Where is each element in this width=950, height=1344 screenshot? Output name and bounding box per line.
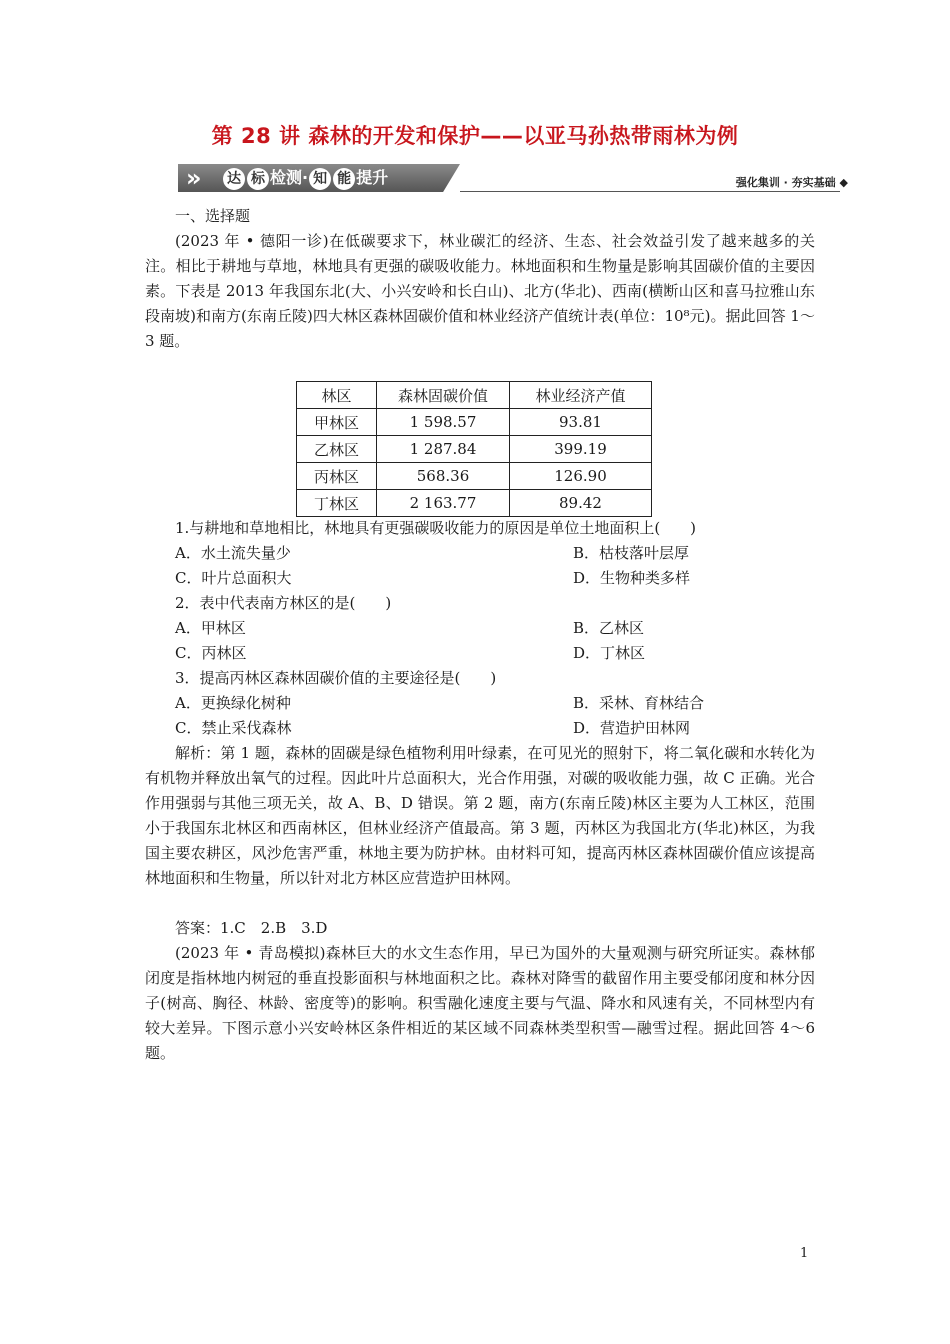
option-a: A．更换绿化树种 (175, 694, 291, 712)
table-header-cell: 林业经济产值 (510, 382, 652, 409)
double-chevron-icon: » (186, 164, 202, 192)
analysis-paragraph: 解析：第 1 题，森林的固碳是绿色植物利用叶绿素，在可见光的照射下，将二氧化碳和水转化为有机物并释放出氧气的过程。因此叶片总面积大，光合作用强，对碳的吸收能力强，故 C 正确。光合作用强弱与其他三项无关，故 A、B、D 错误。第 2 题，南方(东南丘陵)林区主要为人工林区，范围小于我国东北林区和西南林区，但林业经济产值最高。第 3 题，丙林区为我国北方(华北)林区，为我国主要农耕区，风沙危害严重，林地主要为防护林。由材料可知，提高丙林区森林固碳价值应该提高林地面积和生物量，所以针对北方林区应营造护田林网。 (145, 744, 815, 887)
option-b: B．枯枝落叶层厚 (573, 544, 690, 562)
option-c: C．丙林区 (175, 644, 247, 662)
option-a: A．甲林区 (175, 619, 246, 637)
banner-char: 能 (333, 168, 355, 190)
banner-char: 提升 (356, 168, 389, 187)
table-header-cell: 森林固碳价值 (377, 382, 510, 409)
question-3-stem: 3．提高丙林区森林固碳价值的主要途径是( ) (175, 669, 497, 687)
option-a: A．水土流失量少 (175, 544, 291, 562)
option-c: C．禁止采伐森林 (175, 719, 292, 737)
option-c: C．叶片总面积大 (175, 569, 292, 587)
table-cell: 乙林区 (297, 436, 377, 463)
banner-label (222, 164, 388, 192)
table-cell: 2 163.77 (377, 490, 510, 517)
table-cell: 568.36 (377, 463, 510, 490)
intro-paragraph-1: (2023 年 • 德阳一诊)在低碳要求下，林业碳汇的经济、生态、社会效益引发了越来越多的关注。相比于耕地与草地，林地具有更强的碳吸收能力。林地面积和生物量是影响其固碳价值的主要因素。下表是 2013 年我国东北(大、小兴安岭和长白山)、北方(华北)、西南(横断山区和喜马拉雅山东段南坡)和南方(东南丘陵)四大林区森林固碳价值和林业经济产值统计表(单位：10⁸元)。据此回答 1～3 题。 (145, 232, 815, 350)
question-2-options-ab (175, 616, 815, 641)
option-d: D．丁林区 (573, 644, 646, 662)
table-cell: 丙林区 (297, 463, 377, 490)
table-cell: 丁林区 (297, 490, 377, 517)
question-2-options-cd (175, 641, 815, 666)
diamond-icon: ◆ (839, 176, 848, 189)
option-d: D．生物种类多样 (573, 569, 691, 587)
section-banner (178, 162, 848, 194)
page-title: 第 28 讲 森林的开发和保护——以亚马孙热带雨林为例 (211, 124, 739, 148)
banner-char: 检测 (270, 168, 303, 187)
question-1-stem: 1.与耕地和草地相比，林地具有更强碳吸收能力的原因是单位土地面积上( ) (175, 519, 697, 537)
table-cell: 89.42 (510, 490, 652, 517)
table-cell: 399.19 (510, 436, 652, 463)
banner-char: 知 (309, 168, 331, 190)
page-number: 1 (800, 1246, 809, 1261)
option-d: D．营造护田林网 (573, 719, 691, 737)
banner-char: · (302, 168, 309, 187)
option-b: B．采林、育林结合 (573, 694, 705, 712)
table-header-row (297, 382, 652, 409)
banner-char: 达 (223, 168, 245, 190)
option-b: B．乙林区 (573, 619, 645, 637)
table-cell: 1 598.57 (377, 409, 510, 436)
question-3-options-ab (175, 691, 815, 716)
table-cell: 126.90 (510, 463, 652, 490)
question-3-options-cd (175, 716, 815, 741)
table-header-cell: 林区 (297, 382, 377, 409)
banner-char: 标 (247, 168, 269, 190)
banner-subtitle-text: 强化集训 · 夯实基础 (735, 176, 836, 189)
section-heading: 一、选择题 (175, 207, 251, 225)
question-2-stem: 2．表中代表南方林区的是( ) (175, 594, 392, 612)
table-cell: 93.81 (510, 409, 652, 436)
table-row (297, 463, 652, 490)
banner-rule (460, 191, 840, 192)
table-row (297, 409, 652, 436)
banner-subtitle (736, 174, 848, 190)
question-1-options-cd (175, 566, 815, 591)
question-1-options-ab (175, 541, 815, 566)
table-cell: 甲林区 (297, 409, 377, 436)
table-row (297, 490, 652, 517)
table-row (297, 436, 652, 463)
answer-line: 答案：1.C 2.B 3.D (175, 919, 328, 937)
forest-carbon-table (296, 381, 652, 517)
intro-paragraph-2: (2023 年 • 青岛模拟)森林巨大的水文生态作用，早已为国外的大量观测与研究所证实。森林郁闭度是指林地内树冠的垂直投影面积与林地面积之比。森林对降雪的截留作用主要受郁闭度和林分因子(树高、胸径、林龄、密度等)的影响。积雪融化速度主要与气温、降水和风速有关，不同林型内有较大差异。下图示意小兴安岭林区条件相近的某区域不同森林类型积雪—融雪过程。据此回答 4～6 题。 (145, 944, 815, 1062)
table-cell: 1 287.84 (377, 436, 510, 463)
